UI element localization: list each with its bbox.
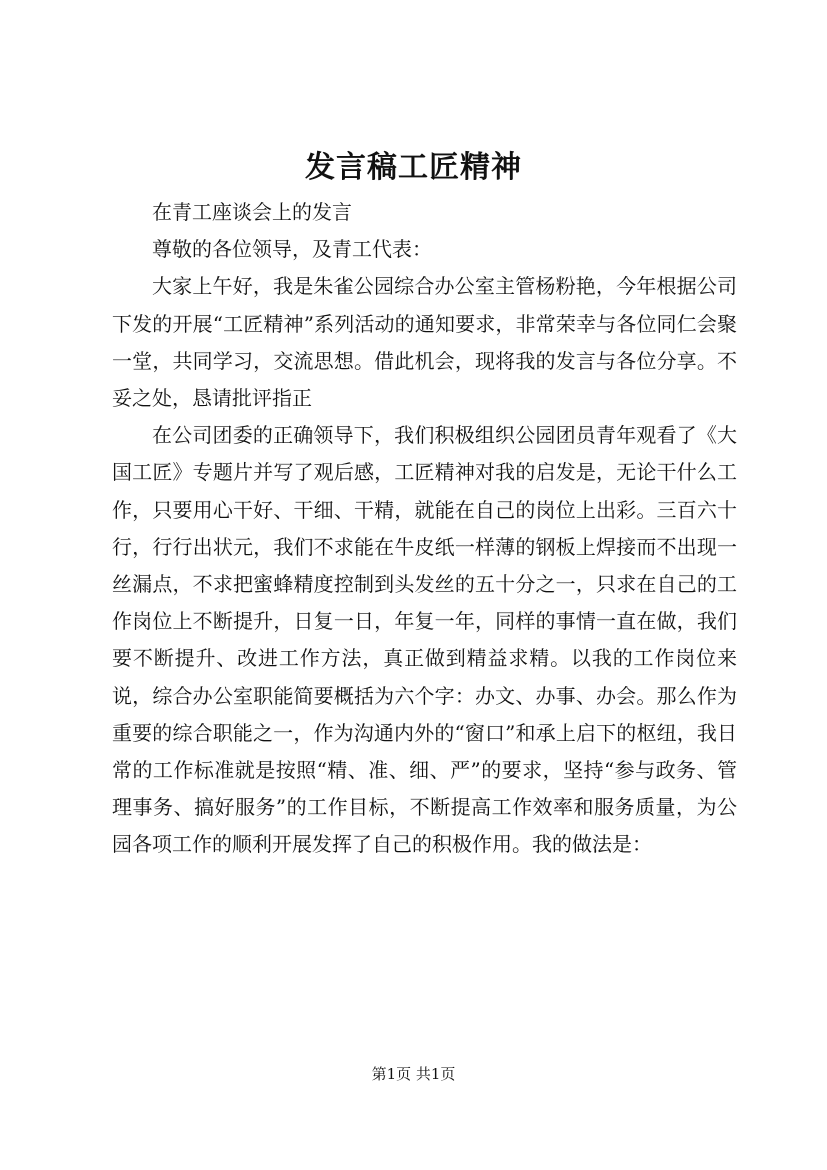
document-body [112,194,737,864]
paragraph-introduction: 大家上午好，我是朱雀公园综合办公室主管杨粉艳，今年根据公司下发的开展“工匠精神”系列活动的通知要求，非常荣幸与各位同仁会聚一堂，共同学习，交流思想。借此机会，现将我的发言与各位分享。不妥之处，恳请批评指正 [112,274,737,411]
document-title: 发言稿工匠精神 [305,150,522,185]
page-footer: 第1页 共1页 [371,1065,456,1083]
paragraph-occasion: 在青工座谈会上的发言 [152,200,352,224]
paragraph-salutation: 尊敬的各位领导，及青工代表： [152,237,432,262]
paragraph-main: 在公司团委的正确领导下，我们积极组织公园团员青年观看了《大国工匠》专题片并写了观后感，工匠精神对我的启发是，无论干什么工作，只要用心干好、干细、干精，就能在自己的岗位上出彩。三百六十行，行行出状元，我们不求能在牛皮纸一样薄的钢板上焊接而不出现一丝漏点，不求把蜜蜂精度控制到头发丝的五十分之一，只求在自己的工作岗位上不断提升，日复一日，年复一年，同样的事情一直在做，我们要不断提升、改进工作方法，真正做到精益求精。以我的工作岗位来说，综合办公室职能简要概括为六个字：办文、办事、办会。那么作为重要的综合职能之一，作为沟通内外的“窗口”和承上启下的枢纽，我日常的工作标准就是按照“精、准、细、严”的要求，坚持“参与政务、管理事务、搞好服务”的工作目标，不断提高工作效率和服务质量，为公园各项工作的顺利开展发挥了自己的积极作用。我的做法是： [112,423,737,857]
